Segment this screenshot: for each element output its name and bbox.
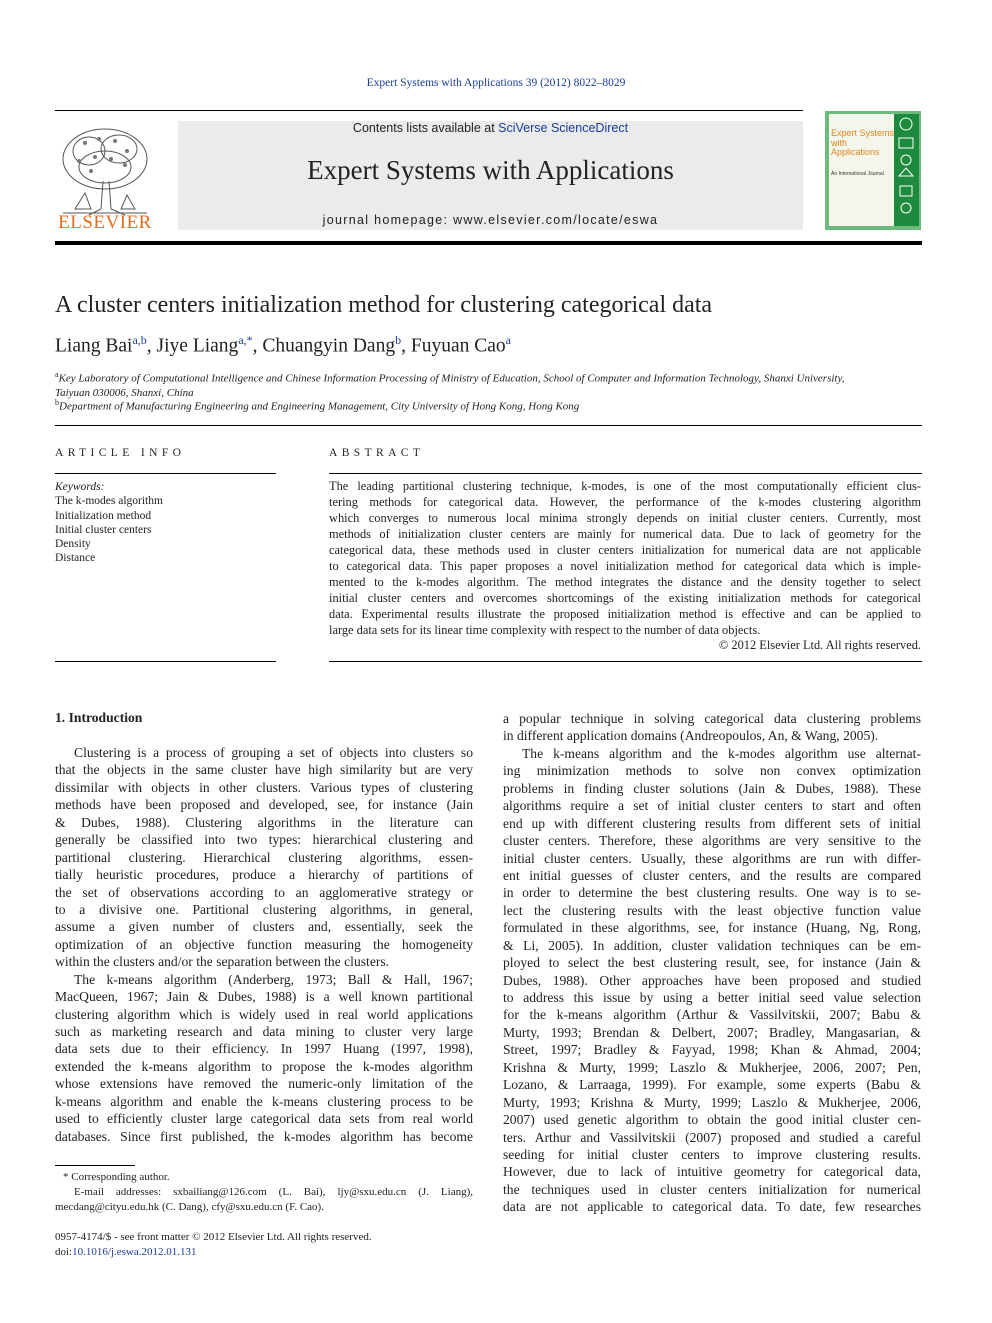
abstract-line: to categorical data. This paper proposes a novel initialization method for categorical data which is imple- (329, 559, 921, 573)
keyword: Distance (55, 552, 96, 565)
body-line: ters. Arthur and Vassilvitskii (2007) proposed and studied a careful (503, 1129, 921, 1145)
author-affil-marker[interactable]: a,b (132, 333, 147, 347)
body-line: The k-means algorithm and the k-modes algorithm use alternat- (522, 745, 921, 761)
body-line: optimization of an objective function measuring the homogeneity (55, 936, 473, 952)
corresponding-author-note: * Corresponding author. (63, 1171, 170, 1183)
author-affil-marker[interactable]: a (505, 333, 511, 347)
body-line: ent initial guesses of cluster centers, and the results are compared (503, 867, 921, 883)
body-line: & Li, 2005). In addition, cluster validation techniques can be em- (503, 937, 921, 953)
email-addresses[interactable]: mecdang@cityu.edu.hk (C. Dang), cfy@sxu.edu.cn (F. Cao). (55, 1201, 324, 1213)
body-line: Street, 1997; Bradley & Fayyad, 1998; Khan & Ahmad, 2004; (503, 1042, 921, 1058)
cover-subtitle: An International Journal (831, 171, 884, 177)
abstract-line: methods of initialization cluster centers are mainly for numerical data. Due to lack of geometry for the (329, 527, 921, 541)
body-line: However, due to lack of intuitive geometry for categorical data, (503, 1164, 921, 1180)
author-name[interactable]: Chuangyin Dang (262, 335, 396, 357)
body-line: clustering algorithm which is widely used in real world applications (55, 1006, 473, 1022)
body-line: in order to determine the best clustering results. One way is to se- (503, 885, 921, 901)
body-line: ployed to select the best clustering result, see, for instance (Jain & (503, 955, 921, 971)
abstract-line: tering methods for categorical data. However, the performance of the k-modes clustering algorithm (329, 495, 921, 509)
doi-link[interactable]: 10.1016/j.eswa.2012.01.131 (72, 1245, 197, 1258)
homepage-prefix: journal homepage: (322, 213, 454, 227)
body-line: initial cluster centers. Usually, these algorithms are run with differ- (503, 850, 921, 866)
article-info-heading: ARTICLE INFO (55, 447, 186, 459)
author-affil-marker[interactable]: b (395, 333, 402, 347)
body-line: end up with different clustering results from different sets of initial (503, 815, 921, 831)
footnote-rule (55, 1165, 135, 1166)
body-line: Dubes, 1988). Other approaches have been proposed and studied (503, 972, 921, 988)
body-line: & Dubes, 1988). Clustering algorithms in the literature can (55, 814, 473, 830)
front-matter: 0957-4174/$ - see front matter © 2012 Elsevier Ltd. All rights reserved. (55, 1231, 372, 1243)
journal-cover-strip (894, 114, 919, 226)
keyword: The k-modes algorithm (55, 495, 163, 508)
keywords-label: Keywords: (55, 481, 105, 493)
body-line: k-means algorithm and enable the k-means clustering process to be (55, 1093, 473, 1109)
article-info-bottom-rule (55, 661, 276, 662)
keyword: Initialization method (55, 509, 152, 522)
body-line: assume a given number of clusters and, essentially, seek the (55, 919, 473, 935)
publisher-wordmark: ELSEVIER (58, 212, 152, 233)
body-line: a popular technique in solving categorical data clustering problems (503, 711, 921, 726)
abstract-line: large data sets for its linear time complexity with respect to the number of data objects. (329, 623, 761, 637)
sciencedirect-link[interactable]: SciVerse ScienceDirect (498, 121, 629, 135)
keyword: Initial cluster centers (55, 523, 152, 536)
author-affil-marker[interactable]: a,* (238, 333, 253, 347)
body-line: such as marketing research and data mining to cluster very large (55, 1024, 473, 1039)
abstract-line: The leading partitional clustering technique, k-modes, is one of the most computationally efficient clus- (329, 479, 921, 493)
abstract-rule (329, 473, 922, 474)
body-line: tially heuristic procedures, produce a hierarchy of partitions of (55, 867, 473, 883)
author-name[interactable]: Fuyuan Cao (410, 335, 506, 357)
article-title: A cluster centers initialization method for clustering categorical data (55, 292, 713, 318)
body-line: algorithms require a set of initial cluster centers to start and often (503, 798, 921, 814)
body-line: methods have been proposed and developed, see, for instance (Jain (55, 797, 473, 813)
publication-meta (55, 1230, 372, 1259)
body-line: the techniques used in cluster centers initialization for numerical (503, 1181, 921, 1197)
affiliation-text: Department of Manufacturing Engineering and Engineering Management, City University of Hong Kong, Hong Kong (59, 400, 580, 413)
body-line: for the k-means algorithm (Arthur & Vassilvitskii, 2007; Babu & (503, 1007, 921, 1023)
body-line: to address this issue by using a better initial seed value selection (503, 990, 921, 1005)
homepage-url-link[interactable]: www.elsevier.com/locate/eswa (453, 213, 659, 227)
affiliation-marker: b (55, 398, 59, 407)
contents-line (178, 121, 803, 135)
body-line: whose extensions have removed the numeric-only limitation of the (55, 1076, 473, 1092)
affiliation-rule (55, 425, 922, 426)
body-line: problems in finding cluster solutions (Jain & Dubes, 1988). These (503, 780, 921, 796)
affiliation-text: Taiyuan 030006, Shanxi, China (55, 386, 194, 399)
author-name[interactable]: Liang Bai (55, 335, 133, 357)
abstract-line: which converges to numerous local minima strongly depends on initial cluster centers. Currently, most (329, 511, 921, 525)
body-line: data sets due to their efficiency. In 1997 Huang (1997, 1998), (55, 1041, 473, 1057)
cover-title: Expert Systems with Applications (831, 128, 895, 157)
abstract-copyright: © 2012 Elsevier Ltd. All rights reserved. (718, 638, 921, 652)
email-addresses[interactable]: E-mail addresses: sxbailiang@126.com (L. Bai), ljy@sxu.edu.cn (J. Liang), (74, 1186, 473, 1198)
body-line: in different application domains (Andreopoulos, An, & Wang, 2005). (503, 728, 879, 744)
affiliation-b (55, 396, 921, 414)
body-line: MacQueen, 1967; Jain & Dubes, 1988) is a well known partitional (55, 989, 473, 1005)
body-line: seeding for initial cluster centers to improve clustering results. (503, 1146, 921, 1162)
author-name[interactable]: Jiye Liang (156, 335, 239, 357)
journal-title: Expert Systems with Applications (307, 155, 674, 185)
body-line: The k-means algorithm (Anderberg, 1973; Ball & Hall, 1967; (74, 971, 473, 987)
body-line: generally be classified into two types: hierarchical clustering and (55, 832, 473, 848)
affiliation-a (55, 368, 921, 400)
body-line: extended the k-means algorithm to propose the k-modes algorithm (55, 1058, 473, 1074)
body-line: data are not applicable to categorical data. To date, few researches (503, 1199, 921, 1215)
keyword: Density (55, 538, 91, 551)
doi-line (55, 1245, 372, 1260)
body-line: Murty, 1993; Brendan & Delbert, 2007; Bradley, Mangasarian, & (503, 1024, 921, 1040)
footnotes (55, 1170, 473, 1215)
contents-prefix: Contents lists available at (352, 121, 499, 135)
body-line: that the objects in the same cluster have high similarity but are very (55, 762, 473, 778)
body-column-right (503, 710, 921, 1216)
body-line: Lozano, & Larraaga, 1999). For example, some experts (Babu & (503, 1077, 921, 1093)
author-list: Liang Bai$^{a,b}$, Jiye Liang$^{a,*}$, Chuangyin Dang$^b$, Fuyuan Cao$^a$ (55, 333, 511, 357)
abstract-line: mented to the k-modes algorithm. The method integrates the distance and the density together to select (329, 575, 921, 589)
body-line: Krishna & Murty, 1999; Laszlo & Mukherjee, 2006, 2007; Pen, (503, 1059, 921, 1075)
affiliation-text: Key Laboratory of Computational Intelligence and Chinese Information Processing of Ministry of Education, School of Computer and Information Technology, Shanxi University, (58, 372, 845, 385)
body-line: Murty, 1993; Krishna & Murty, 1999; Laszlo & Mukherjee, 2006, (503, 1094, 921, 1110)
keywords-block (55, 480, 276, 566)
body-line: Clustering is a process of grouping a set of objects into clusters so (74, 745, 473, 760)
header-thick-rule (55, 241, 922, 245)
body-column-left (55, 744, 473, 1145)
abstract-text (329, 478, 921, 638)
body-line: within the clusters and/or the separation between the clusters. (55, 954, 390, 970)
doi-prefix: doi: (55, 1245, 73, 1258)
body-line: lect the clustering results with the least objective function value (503, 902, 921, 918)
section-heading-introduction: 1. Introduction (55, 710, 143, 725)
body-line: the set of observations according to an agglomerative strategy or (55, 884, 473, 900)
body-line: formulated in these algorithms, see, for instance (Huang, Ng, Rong, (503, 920, 921, 936)
abstract-heading: ABSTRACT (329, 447, 425, 459)
affiliation-marker: a (55, 370, 59, 379)
header-top-rule (55, 110, 803, 111)
journal-homepage (178, 213, 803, 227)
body-line: databases. Since first published, the k-modes algorithm has become (55, 1128, 473, 1144)
article-info-rule (55, 473, 276, 474)
body-line: dissimilar with objects in other clusters. Various types of clustering (55, 779, 473, 795)
body-line: 2007) used genetic algorithm to obtain the good initial cluster cen- (503, 1112, 921, 1128)
cover-decoration-icon (894, 114, 919, 226)
abstract-line: categorical data, these methods used in cluster centers initialization for numerical data are not applicable (329, 543, 921, 557)
body-line: cluster centers. Therefore, these algorithms are very sensitive to the (503, 833, 921, 849)
abstract-line: initial cluster centers and overcomes shortcomings of the existing initialization methods for categorical (329, 591, 921, 605)
body-line: partitional clustering. Hierarchical clustering algorithms, essen- (55, 849, 473, 865)
journal-reference[interactable]: Expert Systems with Applications 39 (2012) 8022–8029 (366, 77, 626, 89)
abstract-bottom-rule (329, 661, 922, 662)
abstract-line: data. Experimental results illustrate the proposed initialization method is effective and can be applied to (329, 607, 921, 621)
body-line: ing minimization methods to solve non convex optimization (503, 763, 921, 779)
body-line: to a divisive one. Partitional clustering algorithms, in general, (55, 901, 473, 917)
body-line: used to efficiently cluster large categorical data sets from real world (55, 1111, 473, 1127)
